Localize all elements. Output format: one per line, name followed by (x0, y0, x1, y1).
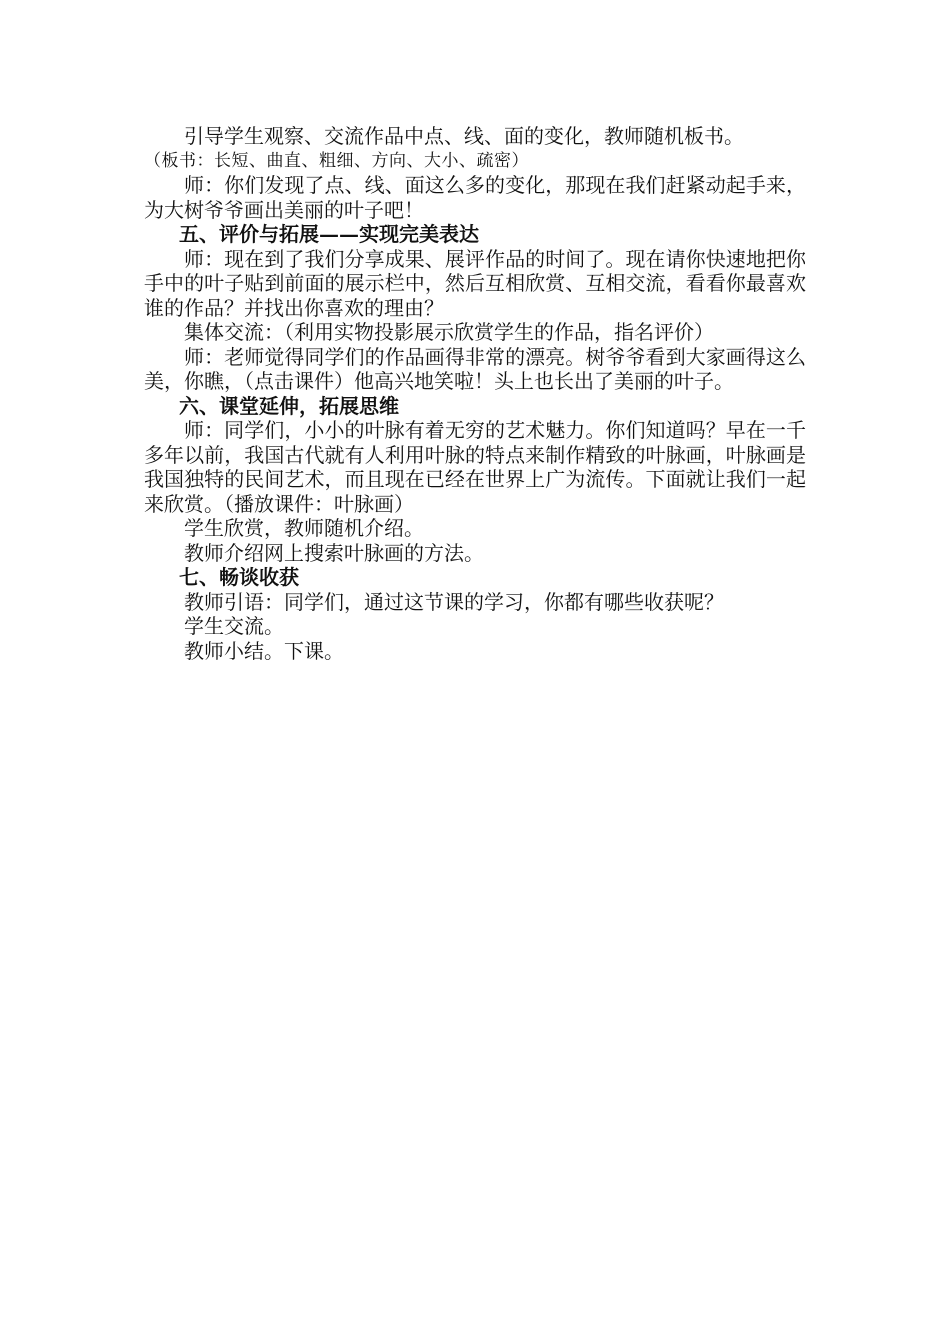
paragraph-teacher-draw: 师：你们发现了点、线、面这么多的变化，那现在我们赶紧动起手来，为大树爷爷画出美丽的叶子吧！ (144, 173, 806, 222)
paragraph-group-exchange: 集体交流：（利用实物投影展示欣赏学生的作品，指名评价） (184, 320, 714, 344)
paragraph-students-exchange: 学生交流。 (184, 614, 284, 638)
paragraph-observe: 引导学生观察、交流作品中点、线、面的变化，教师随机板书。 (184, 124, 744, 148)
heading-section-6: 六、课堂延伸，拓展思维 (179, 393, 399, 418)
paragraph-teacher-praise: 师：老师觉得同学们的作品画得非常的漂亮。树爷爷看到大家画得这么美，你瞧，（点击课件）他高兴地笑啦！头上也长出了美丽的叶子。 (144, 344, 806, 393)
paragraph-students-appreciate: 学生欣赏，教师随机介绍。 (184, 516, 424, 540)
paragraph-board-notes: （板书：长短、曲直、粗细、方向、大小、疏密） (144, 150, 529, 171)
heading-section-7: 七、畅谈收获 (179, 565, 299, 589)
paragraph-search-method: 教师介绍网上搜索叶脉画的方法。 (184, 540, 484, 565)
paragraph-teacher-summary: 教师小结。下课。 (184, 638, 344, 663)
heading-section-5: 五、评价与拓展——实现完美表达 (179, 222, 479, 246)
document-body (144, 124, 806, 663)
paragraph-teacher-share: 师：现在到了我们分享成果、展评作品的时间了。现在请你快速地把你手中的叶子贴到前面的展示栏中，然后互相欣赏、互相交流，看看你最喜欢谁的作品？并找出你喜欢的理由？ (144, 246, 806, 320)
paragraph-leaf-vein-art: 师：同学们，小小的叶脉有着无穷的艺术魅力。你们知道吗？早在一千多年以前，我国古代就有人利用叶脉的特点来制作精致的叶脉画，叶脉画是我国独特的民间艺术，而且现在已经在世界上广为流传。下面就让我们一起来欣赏。（播放课件：叶脉画） (144, 418, 806, 516)
paragraph-teacher-prompt: 教师引语：同学们，通过这节课的学习，你都有哪些收获呢？ (184, 589, 724, 614)
